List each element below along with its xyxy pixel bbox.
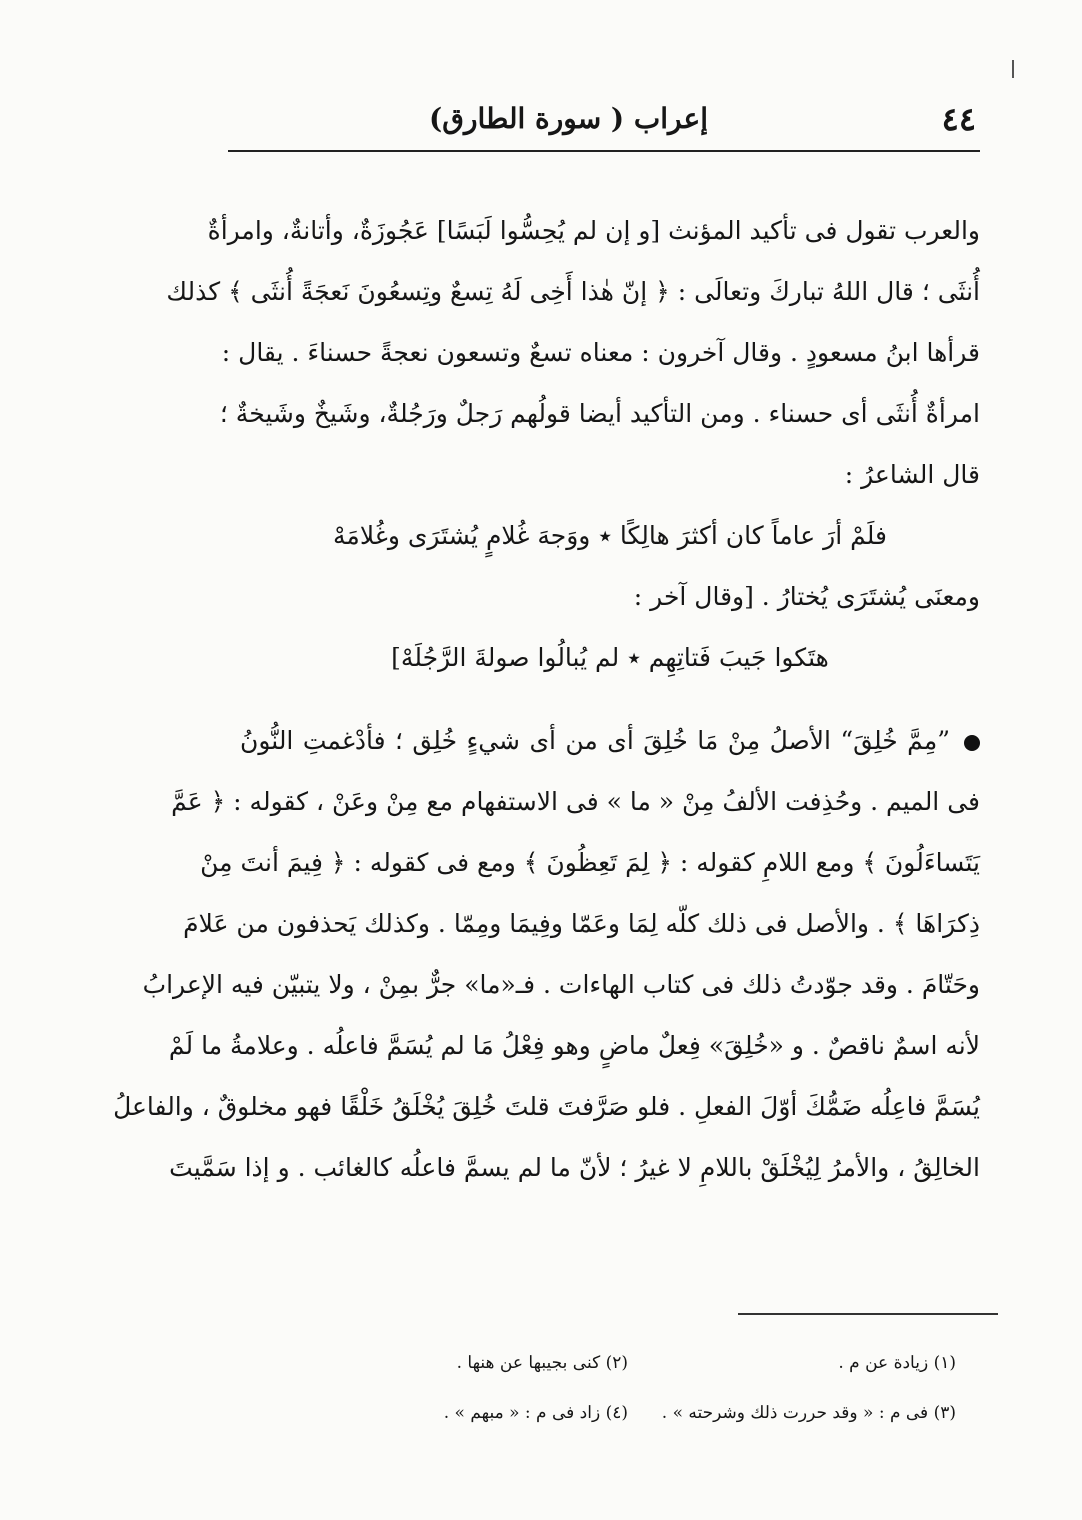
footnote-divider: [738, 1313, 998, 1315]
footnote: (٣) فى م : « وقد حررت ذلك وشرحته » .: [661, 1403, 956, 1423]
poetry-verse: فلَمْ أرَ عاماً كان أكثرَ هالِكًا ٭ ووَجهَ غُلامٍ يُشتَرَى وغُلامَهْ: [333, 521, 887, 550]
text-line: ذِكرَاهَا ﴾ . والأصل فى ذلك كلّه لِمَا وعَمّا وفِيمَا ومِمّا . وكذلك يَحذفون من عَلامَ: [183, 909, 980, 938]
text-line: ”مِمَّ خُلِقَ“ الأصلُ مِنْ مَا خُلِقَ أى من أى شيءٍ خُلِق ؛ فأدْغمتِ النُّونُ: [240, 726, 950, 755]
text-line: قال الشاعرُ :: [844, 460, 980, 489]
section-first-line: [240, 710, 980, 771]
text-line: امرأةٌ أُنثَى أى حسناء . ومن التأكيد أيضا قولُهم رَجلٌ ورَجُلةٌ، وشَيخٌ وشَيخةٌ ؛: [219, 399, 980, 428]
text-line: الخالِقُ ، والأمرُ لِيُخْلَقْ باللامِ لا غيرُ ؛ لأنّ ما لم يسمَّ فاعلُه كالغائب . و إذا سَمَّيتَ: [169, 1153, 980, 1182]
poetry-verse: هتَكوا جَيبَ فَتاتِهِم ٭ لم يُبالُوا صولةَ الرَّجُلَهْ]: [391, 643, 829, 672]
footnotes: [300, 1338, 956, 1438]
text-line: أُنثَى ؛ قال اللهُ تباركَ وتعالَى : ﴿ إنّ هٰذا أَخِى لَهُ تِسعٌ وتِسعُونَ نَعجَةً أُنثَى ﴾ كذلك: [166, 277, 980, 306]
running-title: إعراب ( سورة الطارق): [429, 102, 708, 135]
footnote: (٤) زاد فى م : « مبهم » .: [443, 1403, 628, 1423]
footnote: (١) زيادة عن م .: [838, 1353, 956, 1373]
text-line: والعرب تقول فى تأكيد المؤنث [و إن لم يُحِسُّوا لَبَسًا] عَجُوزَةٌ، وأتانةٌ، وامرأةٌ: [207, 216, 980, 245]
page-number: ٤٤: [941, 100, 976, 138]
text-line: يُسَمَّ فاعِلُه ضَمُّكَ أوّلَ الفعلِ . فلو صَرَّفتَ قلتَ خُلِقَ يُخْلَقُ خَلْقًا فهو مخلوقٌ ، والفاعلُ: [113, 1092, 980, 1121]
text-line: لأنه اسمٌ ناقصٌ . و «خُلِقَ» فِعلٌ ماضٍ وهو فِعْلُ مَا لم يُسَمَّ فاعلُه . وعلامةُ ما لَمْ: [168, 1031, 980, 1060]
text-line: وحَتّامَ . وقد جوّدتُ ذلك فى كتاب الهاءات . فـ«ما» جرٌّ بمِنْ ، ولا يتبيّن فيه الإعرابُ: [142, 970, 980, 999]
page-header: [228, 98, 980, 152]
text-line: ومعنَى يُشتَرَى يُختارُ . [وقال آخر :: [633, 582, 980, 611]
text-line: فى الميم . وحُذِفت الألفُ مِنْ « ما » فى الاستفهام مع مِنْ وعَنْ ، كقوله : ﴿ عَمَّ: [171, 787, 980, 816]
text-line: قرأها ابنُ مسعودٍ . وقال آخرون : معناه تسعٌ وتسعون نعجةً حسناءَ . يقال :: [221, 338, 980, 367]
text-line: يَتَساءَلُونَ ﴾ ومع اللامِ كقوله : ﴿ لِمَ تَعِظُونَ ﴾ ومع فى كقوله : ﴿ فِيمَ أنتَ مِنْ: [200, 848, 980, 877]
main-text: [113, 200, 980, 1198]
bullet-icon: [964, 735, 980, 751]
margin-mark: [1012, 60, 1014, 78]
footnote: (٢) كنى بجيبها عن هنها .: [456, 1353, 628, 1373]
